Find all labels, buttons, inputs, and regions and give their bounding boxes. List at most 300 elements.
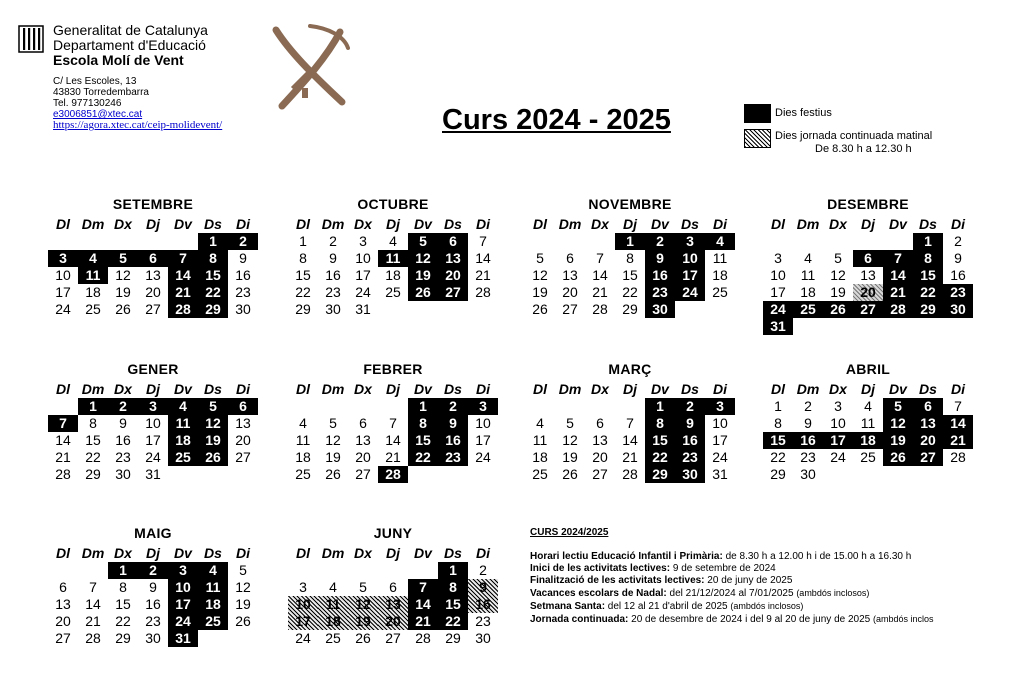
weekday-header: Dm — [321, 216, 345, 232]
calendar-day: 13 — [235, 415, 251, 431]
calendar-day: 28 — [883, 301, 913, 318]
calendar-day: 12 — [883, 415, 913, 432]
calendar-day: 19 — [348, 613, 378, 630]
calendar-day: 28 — [622, 466, 638, 482]
calendar-day: 2 — [329, 233, 337, 249]
calendar-day: 30 — [325, 301, 341, 317]
empty-cell — [108, 233, 138, 250]
calendar-day: 14 — [943, 415, 973, 432]
calendar-day: 7 — [408, 579, 438, 596]
calendar-day: 3 — [138, 398, 168, 415]
calendar-day: 14 — [55, 432, 71, 448]
calendar-day: 8 — [408, 415, 438, 432]
calendar-day: 12 — [830, 267, 846, 283]
calendar-day: 7 — [626, 415, 634, 431]
website-link[interactable]: https://agora.xtec.cat/ceip-molidevent/ — [53, 119, 223, 131]
calendar-day: 8 — [774, 415, 782, 431]
legend-holiday-swatch — [744, 104, 771, 123]
weekday-header: Ds — [204, 216, 222, 232]
empty-cell — [525, 233, 555, 250]
empty-cell — [48, 233, 78, 250]
calendar-day: 5 — [198, 398, 228, 415]
calendar-day: 10 — [712, 415, 728, 431]
calendar-day: 25 — [532, 466, 548, 482]
calendar-day: 14 — [85, 596, 101, 612]
calendar-day: 10 — [55, 267, 71, 283]
calendar-day: 24 — [675, 284, 705, 301]
calendar-day: 22 — [913, 284, 943, 301]
weekday-header: Ds — [204, 545, 222, 561]
weekday-header: Di — [713, 216, 727, 232]
calendar-day: 20 — [913, 432, 943, 449]
weekday-header: Dj — [861, 216, 875, 232]
calendar-day: 19 — [235, 596, 251, 612]
calendar-day: 7 — [883, 250, 913, 267]
calendar-day: 14 — [408, 596, 438, 613]
weekday-header: Dm — [558, 216, 582, 232]
empty-cell — [555, 233, 585, 250]
calendar-day: 12 — [408, 250, 438, 267]
calendar-day: 17 — [145, 432, 161, 448]
calendar-day: 14 — [622, 432, 638, 448]
calendar-day: 26 — [562, 466, 578, 482]
email-link[interactable]: e3006851@xtec.cat — [53, 109, 143, 120]
calendar-day: 21 — [943, 432, 973, 449]
weekday-header: Di — [476, 216, 490, 232]
month-name: NOVEMBRE — [588, 196, 672, 212]
weekday-header: Dl — [56, 381, 70, 397]
month-maig — [48, 525, 258, 647]
empty-cell — [615, 398, 645, 415]
calendar-day: 24 — [763, 301, 793, 318]
weekday-header: Ds — [919, 216, 937, 232]
calendar-day: 9 — [468, 579, 498, 596]
calendar-day: 28 — [378, 466, 408, 483]
month-abril — [763, 361, 973, 483]
weekday-header: Dl — [56, 545, 70, 561]
calendar-day: 15 — [763, 432, 793, 449]
calendar-day: 26 — [355, 630, 371, 646]
course-info — [530, 527, 934, 626]
header-block — [53, 23, 208, 68]
calendar-day: 10 — [288, 596, 318, 613]
calendar-day: 11 — [168, 415, 198, 432]
calendar-day: 16 — [235, 267, 251, 283]
calendar-day: 22 — [770, 449, 786, 465]
empty-cell — [378, 562, 408, 579]
weekday-header: Dl — [296, 381, 310, 397]
calendar-day: 5 — [239, 562, 247, 578]
calendar-day: 22 — [85, 449, 101, 465]
month-name: DESEMBRE — [827, 196, 909, 212]
month-name: SETEMBRE — [112, 196, 194, 212]
calendar-day: 13 — [860, 267, 876, 283]
calendar-day: 3 — [774, 250, 782, 266]
calendar-day: 22 — [645, 449, 675, 466]
weekday-header: Dj — [146, 216, 160, 232]
weekday-header: Ds — [444, 381, 462, 397]
calendar-day: 20 — [235, 432, 251, 448]
calendar-day: 24 — [295, 630, 311, 646]
calendar-day: 5 — [359, 579, 367, 595]
calendar-day: 21 — [168, 284, 198, 301]
calendar-day: 10 — [145, 415, 161, 431]
calendar-day: 8 — [119, 579, 127, 595]
calendar-day: 24 — [145, 449, 161, 465]
calendar-day: 2 — [108, 398, 138, 415]
calendar-day: 4 — [329, 579, 337, 595]
calendar-day: 24 — [55, 301, 71, 317]
calendar-day: 1 — [913, 233, 943, 250]
calendar-day: 4 — [389, 233, 397, 249]
calendar-day: 24 — [355, 284, 371, 300]
calendar-day: 19 — [562, 449, 578, 465]
calendar-day: 14 — [168, 267, 198, 284]
weekday-header: Dl — [56, 216, 70, 232]
calendar-day: 5 — [108, 250, 138, 267]
calendar-day: 28 — [415, 630, 431, 646]
calendar-day: 20 — [355, 449, 371, 465]
calendar-day: 13 — [55, 596, 71, 612]
calendar-day: 23 — [115, 449, 131, 465]
calendar-day: 17 — [288, 613, 318, 630]
calendar-day: 15 — [295, 267, 311, 283]
calendar-day: 9 — [645, 250, 675, 267]
empty-cell — [168, 233, 198, 250]
calendar-day: 17 — [823, 432, 853, 449]
calendar-day: 7 — [48, 415, 78, 432]
weekday-header: Dv — [651, 216, 669, 232]
info-row: Setmana Santa: del 12 al 21 d'abril de 2025 (ambdós inclosos) — [530, 601, 804, 612]
weekday-header: Dl — [771, 216, 785, 232]
calendar-day: 23 — [235, 284, 251, 300]
calendar-day: 2 — [438, 398, 468, 415]
empty-cell — [853, 233, 883, 250]
weekday-header: Di — [236, 216, 250, 232]
month-desembre — [763, 196, 973, 335]
calendar-day: 7 — [168, 250, 198, 267]
calendar-day: 22 — [438, 613, 468, 630]
calendar-day: 8 — [645, 415, 675, 432]
empty-cell — [793, 233, 823, 250]
calendar-day: 11 — [800, 267, 816, 283]
calendar-day: 7 — [596, 250, 604, 266]
empty-cell — [823, 233, 853, 250]
calendar-day: 22 — [295, 284, 311, 300]
calendar-day: 5 — [408, 233, 438, 250]
calendar-day: 10 — [675, 250, 705, 267]
calendar-day: 18 — [318, 613, 348, 630]
weekday-header: Di — [951, 381, 965, 397]
course-title: Curs 2024 - 2025 — [442, 104, 671, 136]
weekday-header: Dj — [386, 216, 400, 232]
calendar-day: 13 — [378, 596, 408, 613]
weekday-header: Ds — [681, 216, 699, 232]
empty-cell — [48, 562, 78, 579]
calendar-day: 10 — [168, 579, 198, 596]
legend-intensive-swatch — [744, 129, 771, 148]
calendar-day: 24 — [475, 449, 491, 465]
empty-cell — [585, 233, 615, 250]
calendar-day: 10 — [770, 267, 786, 283]
calendar-day: 27 — [592, 466, 608, 482]
info-row: Jornada continuada: 20 de desembre de 2024 i del 9 al 20 de juny de 2025 (ambdós inclos — [530, 614, 934, 625]
calendar-day: 6 — [853, 250, 883, 267]
weekday-header: Di — [951, 216, 965, 232]
calendar-day: 16 — [950, 267, 966, 283]
empty-cell — [348, 562, 378, 579]
weekday-header: Di — [713, 381, 727, 397]
empty-cell — [348, 398, 378, 415]
weekday-header: Ds — [681, 381, 699, 397]
calendar-day: 24 — [830, 449, 846, 465]
calendar-day: 12 — [325, 432, 341, 448]
calendar-day: 19 — [830, 284, 846, 300]
calendar-day: 23 — [800, 449, 816, 465]
legend-holiday-label: Dies festius — [775, 107, 832, 119]
calendar-day: 6 — [596, 415, 604, 431]
calendar-day: 27 — [853, 301, 883, 318]
empty-cell — [288, 562, 318, 579]
calendar-day: 28 — [85, 630, 101, 646]
calendar-day: 15 — [85, 432, 101, 448]
calendar-day: 6 — [389, 579, 397, 595]
calendar-day: 28 — [55, 466, 71, 482]
calendar-day: 25 — [712, 284, 728, 300]
calendar-day: 13 — [355, 432, 371, 448]
calendar-day: 1 — [645, 398, 675, 415]
address-city: 43830 Torredembarra — [53, 87, 149, 98]
calendar-day: 3 — [468, 398, 498, 415]
weekday-header: Dm — [558, 381, 582, 397]
weekday-header: Dj — [146, 545, 160, 561]
weekday-header: Dm — [81, 216, 105, 232]
calendar-day: 20 — [438, 267, 468, 284]
calendar-day: 10 — [475, 415, 491, 431]
calendar-day: 20 — [592, 449, 608, 465]
calendar-day: 9 — [119, 415, 127, 431]
calendar-day: 3 — [168, 562, 198, 579]
calendar-day: 3 — [359, 233, 367, 249]
calendar-day: 29 — [198, 301, 228, 318]
calendar-day: 31 — [763, 318, 793, 335]
calendar-day: 16 — [793, 432, 823, 449]
weekday-header: Ds — [444, 545, 462, 561]
calendar-day: 18 — [198, 596, 228, 613]
calendar-day: 26 — [115, 301, 131, 317]
calendar-day: 4 — [536, 415, 544, 431]
calendar-day: 17 — [168, 596, 198, 613]
calendar-day: 21 — [883, 284, 913, 301]
weekday-header: Dx — [591, 381, 609, 397]
weekday-header: Dj — [861, 381, 875, 397]
weekday-header: Di — [476, 381, 490, 397]
weekday-header: Di — [236, 381, 250, 397]
calendar-day: 4 — [299, 415, 307, 431]
calendar-day: 27 — [438, 284, 468, 301]
calendar-day: 22 — [198, 284, 228, 301]
calendar-day: 8 — [198, 250, 228, 267]
calendar-day: 3 — [705, 398, 735, 415]
calendar-day: 8 — [299, 250, 307, 266]
calendar-day: 1 — [198, 233, 228, 250]
calendar-day: 2 — [675, 398, 705, 415]
calendar-day: 21 — [622, 449, 638, 465]
calendar-day: 1 — [78, 398, 108, 415]
calendar-day: 20 — [562, 284, 578, 300]
calendar-day: 17 — [355, 267, 371, 283]
month-name: OCTUBRE — [357, 196, 429, 212]
calendar-day: 5 — [536, 250, 544, 266]
calendar-day: 16 — [325, 267, 341, 283]
calendar-day: 16 — [645, 267, 675, 284]
calendar-day: 11 — [295, 432, 311, 448]
calendar-day: 18 — [85, 284, 101, 300]
calendar-day: 26 — [408, 284, 438, 301]
calendar-day: 31 — [145, 466, 161, 482]
calendar-day: 28 — [168, 301, 198, 318]
calendar-day: 1 — [615, 233, 645, 250]
calendar-day: 30 — [800, 466, 816, 482]
calendar-day: 18 — [168, 432, 198, 449]
empty-cell — [585, 398, 615, 415]
calendar-day: 13 — [145, 267, 161, 283]
calendar-day: 12 — [532, 267, 548, 283]
calendar-day: 19 — [532, 284, 548, 300]
month-name: ABRIL — [845, 361, 891, 377]
weekday-header: Ds — [204, 381, 222, 397]
empty-cell — [78, 562, 108, 579]
month-octubre — [288, 196, 498, 318]
empty-cell — [318, 398, 348, 415]
weekday-header: Dx — [114, 381, 132, 397]
calendar-day: 18 — [853, 432, 883, 449]
calendar-day: 31 — [355, 301, 371, 317]
calendar-day: 25 — [295, 466, 311, 482]
calendar-day: 26 — [823, 301, 853, 318]
calendar-day: 11 — [198, 579, 228, 596]
calendar-day: 7 — [479, 233, 487, 249]
calendar-day: 31 — [712, 466, 728, 482]
legend-intensive-label: Dies jornada continuada matinal — [775, 130, 933, 142]
calendar-day: 27 — [385, 630, 401, 646]
empty-cell — [408, 562, 438, 579]
calendar-day: 6 — [228, 398, 258, 415]
calendar-day: 17 — [55, 284, 71, 300]
calendar-day: 29 — [85, 466, 101, 482]
calendar-day: 9 — [954, 250, 962, 266]
calendar-day: 20 — [145, 284, 161, 300]
month-novembre — [525, 196, 735, 318]
calendar-day: 29 — [295, 301, 311, 317]
calendar-day: 23 — [438, 449, 468, 466]
calendar-day: 16 — [675, 432, 705, 449]
calendar-day: 18 — [295, 449, 311, 465]
calendar-day: 25 — [168, 449, 198, 466]
calendar-day: 13 — [438, 250, 468, 267]
calendar-day: 19 — [883, 432, 913, 449]
calendar-day: 23 — [645, 284, 675, 301]
weekday-header: Dx — [354, 545, 372, 561]
calendar-day: 25 — [385, 284, 401, 300]
weekday-header: Dj — [386, 545, 400, 561]
calendar-day: 20 — [853, 284, 883, 301]
weekday-header: Dm — [81, 545, 105, 561]
calendar-day: 25 — [325, 630, 341, 646]
calendar-day: 8 — [438, 579, 468, 596]
calendar-day: 11 — [378, 250, 408, 267]
calendar-day: 4 — [864, 398, 872, 414]
calendar-day: 19 — [115, 284, 131, 300]
month-name: FEBRER — [363, 361, 423, 377]
calendar-day: 21 — [85, 613, 101, 629]
calendar-day: 17 — [770, 284, 786, 300]
calendar-day: 25 — [198, 613, 228, 630]
calendar-day: 1 — [438, 562, 468, 579]
calendar-day: 23 — [145, 613, 161, 629]
empty-cell — [48, 398, 78, 415]
weekday-header: Ds — [444, 216, 462, 232]
calendar-day: 20 — [55, 613, 71, 629]
weekday-header: Dj — [386, 381, 400, 397]
calendar-day: 21 — [592, 284, 608, 300]
calendar-day: 8 — [913, 250, 943, 267]
calendar-day: 23 — [675, 449, 705, 466]
calendar-day: 10 — [355, 250, 371, 266]
calendar-day: 27 — [355, 466, 371, 482]
calendar-day: 6 — [913, 398, 943, 415]
calendar-day: 7 — [389, 415, 397, 431]
info-row: Horari lectiu Educació Infantil i Primària: de 8.30 h a 12.00 h i de 15.00 h a 16.30 h — [530, 551, 912, 562]
calendar-day: 6 — [59, 579, 67, 595]
month-name: JUNY — [373, 525, 413, 541]
calendar-day: 29 — [445, 630, 461, 646]
calendar-day: 12 — [562, 432, 578, 448]
calendar-day: 27 — [55, 630, 71, 646]
month-febrer — [288, 361, 498, 483]
calendar-day: 26 — [532, 301, 548, 317]
calendar-day: 6 — [359, 415, 367, 431]
calendar-day: 24 — [168, 613, 198, 630]
calendar-day: 8 — [89, 415, 97, 431]
calendar-day: 15 — [438, 596, 468, 613]
calendar-day: 21 — [475, 267, 491, 283]
calendar-day: 3 — [299, 579, 307, 595]
calendar-day: 6 — [138, 250, 168, 267]
phone: Tel. 977130246 — [53, 98, 122, 109]
calendar-day: 7 — [89, 579, 97, 595]
calendar-day: 24 — [712, 449, 728, 465]
calendar-day: 29 — [645, 466, 675, 483]
calendar-day: 13 — [913, 415, 943, 432]
calendar-day: 27 — [562, 301, 578, 317]
calendar-day: 1 — [299, 233, 307, 249]
calendar-day: 4 — [198, 562, 228, 579]
empty-cell — [378, 398, 408, 415]
empty-cell — [525, 398, 555, 415]
calendar-day: 30 — [115, 466, 131, 482]
calendar-day: 3 — [675, 233, 705, 250]
calendar-day: 17 — [712, 432, 728, 448]
calendar-day: 11 — [78, 267, 108, 284]
calendar-day: 12 — [348, 596, 378, 613]
empty-cell — [78, 233, 108, 250]
weekday-header: Dx — [591, 216, 609, 232]
weekday-header: Dm — [796, 381, 820, 397]
calendar-day: 3 — [48, 250, 78, 267]
calendar-day: 25 — [85, 301, 101, 317]
calendar-day: 18 — [385, 267, 401, 283]
